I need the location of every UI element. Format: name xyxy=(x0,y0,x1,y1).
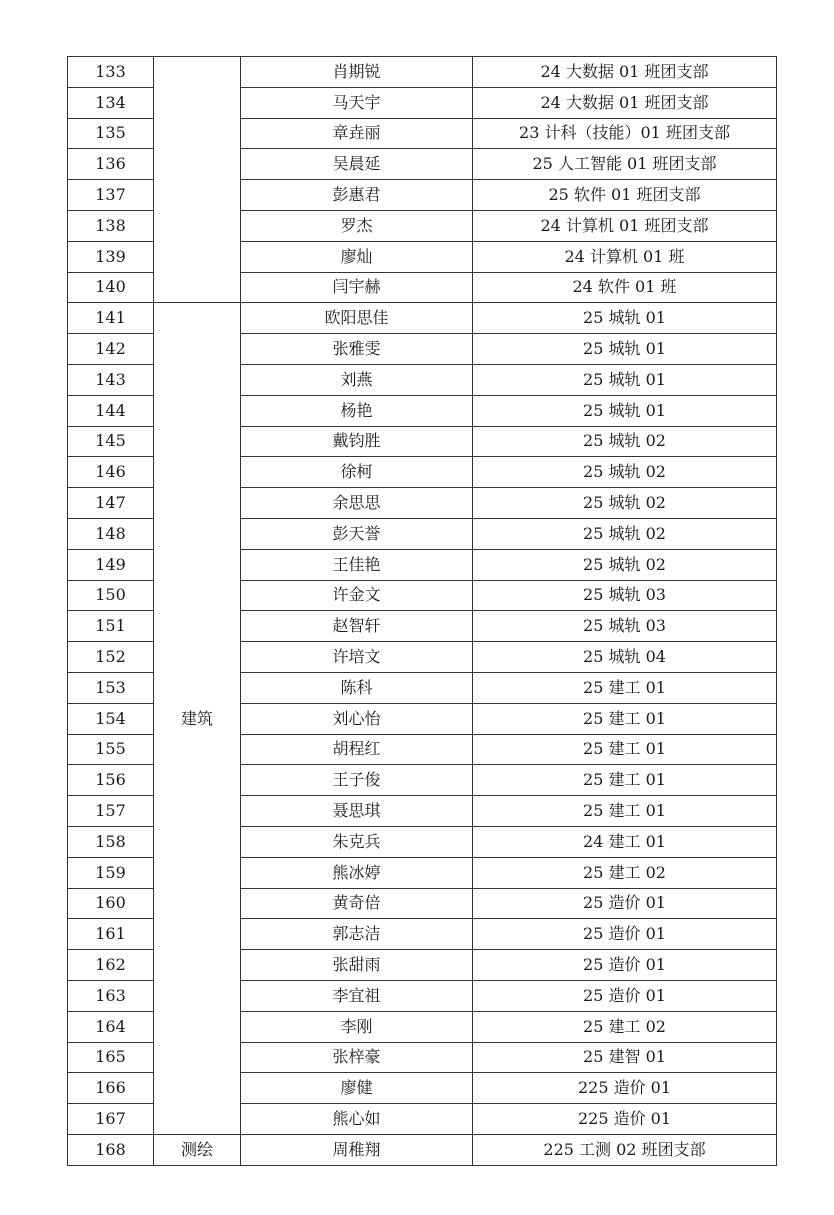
student-name: 许培文 xyxy=(241,642,473,673)
student-name: 彭惠君 xyxy=(241,180,473,211)
row-number: 167 xyxy=(68,1104,154,1135)
group-cell: 建筑 xyxy=(154,303,241,1135)
class-name: 25 软件 01 班团支部 xyxy=(473,180,777,211)
student-name: 李刚 xyxy=(241,1011,473,1042)
row-number: 145 xyxy=(68,426,154,457)
row-number: 143 xyxy=(68,364,154,395)
student-name: 张梓豪 xyxy=(241,1042,473,1073)
class-name: 24 软件 01 班 xyxy=(473,272,777,303)
table-row xyxy=(68,57,777,88)
class-name: 25 建智 01 xyxy=(473,1042,777,1073)
class-name: 25 城轨 02 xyxy=(473,518,777,549)
class-name: 25 城轨 03 xyxy=(473,580,777,611)
class-name: 24 大数据 01 班团支部 xyxy=(473,57,777,88)
student-name: 朱克兵 xyxy=(241,826,473,857)
class-name: 25 城轨 01 xyxy=(473,334,777,365)
student-name: 章垚丽 xyxy=(241,118,473,149)
student-name: 刘心怡 xyxy=(241,703,473,734)
student-name: 马天宇 xyxy=(241,87,473,118)
row-number: 138 xyxy=(68,210,154,241)
student-name: 廖灿 xyxy=(241,241,473,272)
class-name: 25 城轨 02 xyxy=(473,457,777,488)
student-name: 张雅雯 xyxy=(241,334,473,365)
class-name: 25 造价 01 xyxy=(473,950,777,981)
row-number: 142 xyxy=(68,334,154,365)
student-name: 杨艳 xyxy=(241,395,473,426)
class-name: 225 工测 02 班团支部 xyxy=(473,1134,777,1165)
class-name: 25 建工 01 xyxy=(473,765,777,796)
student-name: 赵智轩 xyxy=(241,611,473,642)
student-name: 欧阳思佳 xyxy=(241,303,473,334)
row-number: 153 xyxy=(68,672,154,703)
class-name: 25 造价 01 xyxy=(473,919,777,950)
row-number: 168 xyxy=(68,1134,154,1165)
roster-table xyxy=(67,56,777,1166)
row-number: 166 xyxy=(68,1073,154,1104)
student-name: 黄奇倍 xyxy=(241,888,473,919)
class-name: 225 造价 01 xyxy=(473,1073,777,1104)
class-name: 225 造价 01 xyxy=(473,1104,777,1135)
row-number: 154 xyxy=(68,703,154,734)
student-name: 许金文 xyxy=(241,580,473,611)
row-number: 150 xyxy=(68,580,154,611)
row-number: 155 xyxy=(68,734,154,765)
class-name: 25 城轨 02 xyxy=(473,549,777,580)
student-name: 刘燕 xyxy=(241,364,473,395)
group-cell: 测绘 xyxy=(154,1134,241,1165)
class-name: 25 建工 01 xyxy=(473,672,777,703)
row-number: 159 xyxy=(68,857,154,888)
row-number: 146 xyxy=(68,457,154,488)
class-name: 24 计算机 01 班 xyxy=(473,241,777,272)
class-name: 25 城轨 02 xyxy=(473,488,777,519)
student-name: 廖健 xyxy=(241,1073,473,1104)
class-name: 23 计科（技能）01 班团支部 xyxy=(473,118,777,149)
student-name: 王子俊 xyxy=(241,765,473,796)
class-name: 25 城轨 04 xyxy=(473,642,777,673)
class-name: 25 建工 02 xyxy=(473,1011,777,1042)
student-name: 胡程红 xyxy=(241,734,473,765)
row-number: 136 xyxy=(68,149,154,180)
student-name: 陈科 xyxy=(241,672,473,703)
class-name: 25 造价 01 xyxy=(473,980,777,1011)
class-name: 24 计算机 01 班团支部 xyxy=(473,210,777,241)
row-number: 137 xyxy=(68,180,154,211)
row-number: 163 xyxy=(68,980,154,1011)
row-number: 148 xyxy=(68,518,154,549)
student-name: 吴晨延 xyxy=(241,149,473,180)
row-number: 144 xyxy=(68,395,154,426)
table-row xyxy=(68,303,777,334)
class-name: 25 建工 01 xyxy=(473,734,777,765)
row-number: 165 xyxy=(68,1042,154,1073)
row-number: 152 xyxy=(68,642,154,673)
student-name: 熊心如 xyxy=(241,1104,473,1135)
row-number: 141 xyxy=(68,303,154,334)
class-name: 25 造价 01 xyxy=(473,888,777,919)
row-number: 139 xyxy=(68,241,154,272)
row-number: 135 xyxy=(68,118,154,149)
class-name: 24 建工 01 xyxy=(473,826,777,857)
table-row xyxy=(68,1134,777,1165)
student-name: 聂思琪 xyxy=(241,796,473,827)
row-number: 160 xyxy=(68,888,154,919)
class-name: 25 建工 01 xyxy=(473,796,777,827)
student-name: 周稚翔 xyxy=(241,1134,473,1165)
row-number: 140 xyxy=(68,272,154,303)
student-name: 徐柯 xyxy=(241,457,473,488)
class-name: 25 建工 02 xyxy=(473,857,777,888)
row-number: 134 xyxy=(68,87,154,118)
student-name: 张甜雨 xyxy=(241,950,473,981)
student-name: 戴钧胜 xyxy=(241,426,473,457)
class-name: 25 城轨 01 xyxy=(473,364,777,395)
student-name: 闫宇赫 xyxy=(241,272,473,303)
student-name: 肖期锐 xyxy=(241,57,473,88)
row-number: 157 xyxy=(68,796,154,827)
row-number: 161 xyxy=(68,919,154,950)
class-name: 25 城轨 01 xyxy=(473,303,777,334)
group-cell xyxy=(154,57,241,303)
row-number: 151 xyxy=(68,611,154,642)
class-name: 25 人工智能 01 班团支部 xyxy=(473,149,777,180)
row-number: 162 xyxy=(68,950,154,981)
class-name: 25 城轨 02 xyxy=(473,426,777,457)
student-name: 余思思 xyxy=(241,488,473,519)
class-name: 25 城轨 03 xyxy=(473,611,777,642)
student-name: 彭天誉 xyxy=(241,518,473,549)
row-number: 133 xyxy=(68,57,154,88)
student-name: 熊冰婷 xyxy=(241,857,473,888)
row-number: 147 xyxy=(68,488,154,519)
student-name: 郭志洁 xyxy=(241,919,473,950)
student-name: 罗杰 xyxy=(241,210,473,241)
student-name: 李宜祖 xyxy=(241,980,473,1011)
student-name: 王佳艳 xyxy=(241,549,473,580)
row-number: 149 xyxy=(68,549,154,580)
row-number: 164 xyxy=(68,1011,154,1042)
class-name: 25 城轨 01 xyxy=(473,395,777,426)
class-name: 25 建工 01 xyxy=(473,703,777,734)
class-name: 24 大数据 01 班团支部 xyxy=(473,87,777,118)
row-number: 158 xyxy=(68,826,154,857)
row-number: 156 xyxy=(68,765,154,796)
